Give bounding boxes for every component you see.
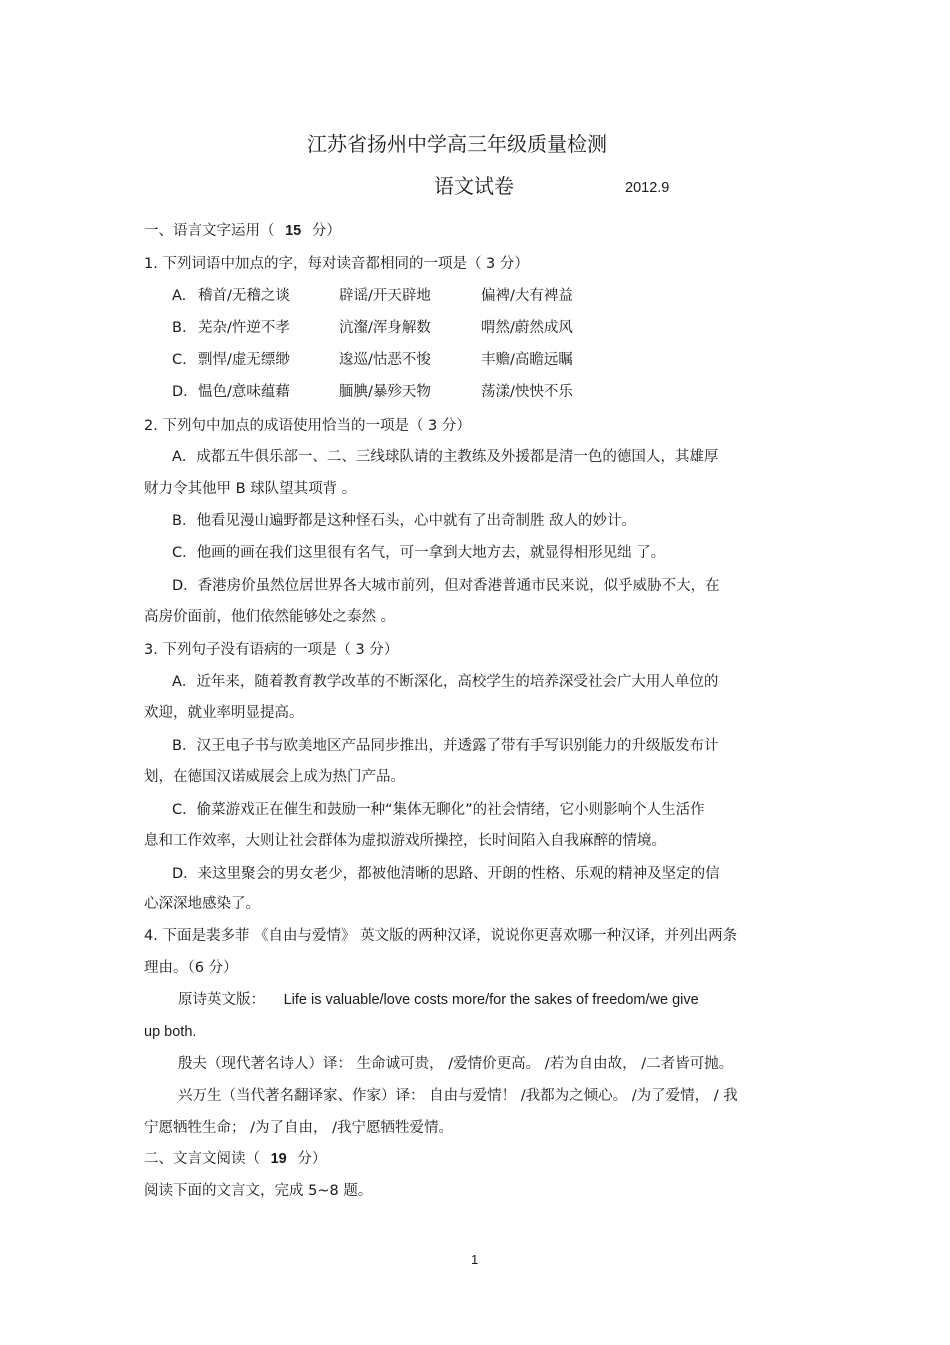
section2-heading xyxy=(144,1149,326,1169)
section1-score: 15 xyxy=(285,223,302,239)
page-number: 1 xyxy=(471,1252,479,1267)
q4-stem-line2: 理由。（6 分） xyxy=(144,960,238,976)
q3-option-b-line1: B．汉王电子书与欧美地区产品同步推出，并透露了带有手写识别能力的升级版发布计 xyxy=(172,738,719,754)
q3-option-a-line1: A．近年来，随着教育教学改革的不断深化，高校学生的培养深受社会广大用人单位的 xyxy=(172,674,719,690)
exam-date: 2012.9 xyxy=(625,180,670,196)
section2-score: 19 xyxy=(270,1151,287,1167)
q1-option-word: 偏裨/大有裨益 xyxy=(481,288,573,304)
q3-option-c-line1: C．偷菜游戏正在催生和鼓励一种“集体无聊化”的社会情绪，它小则影响个人生活作 xyxy=(172,802,705,818)
q3-option-a-line2: 欢迎，就业率明显提高。 xyxy=(144,705,304,721)
q1-option-word: 丰赡/高瞻远瞩 xyxy=(481,352,573,368)
section1-heading-post: 分） xyxy=(311,223,341,239)
q1-option-label: A. xyxy=(172,288,187,304)
q1-option-word: 愠色/意味蕴藉 xyxy=(198,384,290,400)
section1-heading xyxy=(144,221,341,241)
q3-option-b-line2: 划，在德国汉诺威展会上成为热门产品。 xyxy=(144,769,405,785)
q2-option-c: C．他画的画在我们这里很有名气，可一拿到大地方去，就显得相形见绌 了。 xyxy=(172,545,666,561)
q1-option-word: 腼腆/暴殄天物 xyxy=(339,384,431,400)
section1-heading-pre: 一、语言文字运用（ xyxy=(144,223,275,239)
q4-original-text-cont: up both. xyxy=(144,1024,197,1040)
q1-option-word: 喟然/蔚然成风 xyxy=(481,320,573,336)
q2-option-a-line2: 财力令其他甲 B 球队望其项背 。 xyxy=(144,481,357,497)
q4-yinfu-translation: 殷夫（现代著名诗人）译： 生命诚可贵， /爱情价更高。 /若为自由故， /二者皆可抛。 xyxy=(178,1056,734,1072)
q1-stem: 1. 下列词语中加点的字，每对读音都相同的一项是（ 3 分） xyxy=(144,256,529,272)
q4-original-text: Life is valuable/love costs more/for the sakes of freedom/we give xyxy=(283,992,699,1008)
q1-option-label: C. xyxy=(172,352,187,368)
q1-option-word: 逡巡/怙恶不悛 xyxy=(339,352,431,368)
q1-option-word: 沆瀣/浑身解数 xyxy=(339,320,431,336)
q2-option-d-line1: D．香港房价虽然位居世界各大城市前列，但对香港普通市民来说，似乎威胁不大，在 xyxy=(172,578,720,594)
q1-option-word: 剽悍/虚无缥缈 xyxy=(198,352,290,368)
q2-option-b: B．他看见漫山遍野都是这种怪石头，心中就有了出奇制胜 敌人的妙计。 xyxy=(172,513,637,529)
exam-title: 江苏省扬州中学高三年级质量检测 xyxy=(307,132,607,156)
q1-option-label: D. xyxy=(172,384,188,400)
q2-option-a-line1: A．成都五牛俱乐部一、二、三线球队请的主教练及外援都是清一色的德国人，其雄厚 xyxy=(172,449,719,465)
q4-stem-line1: 4. 下面是裴多菲 《自由与爱情》 英文版的两种汉译，说说你更喜欢哪一种汉译，并列出两条 xyxy=(144,928,738,944)
q1-option-word: 芜杂/忤逆不孝 xyxy=(198,320,290,336)
q4-xing-translation-line1: 兴万生（当代著名翻译家、作家）译： 自由与爱情！ /我都为之倾心。 /为了爱情， / 我 xyxy=(178,1088,738,1104)
q4-xing-translation-line2: 宁愿牺牲生命； /为了自由， /我宁愿牺牲爱情。 xyxy=(144,1120,453,1136)
q1-option-word: 荡漾/怏怏不乐 xyxy=(481,384,573,400)
q4-original-line xyxy=(178,990,699,1010)
q3-option-d-line2: 心深深地感染了。 xyxy=(144,896,260,912)
section2-intro: 阅读下面的文言文，完成 5~8 题。 xyxy=(144,1183,373,1199)
q3-option-d-line1: D．来这里聚会的男女老少，都被他清晰的思路、开朗的性格、乐观的精神及坚定的信 xyxy=(172,866,720,882)
section2-heading-post: 分） xyxy=(297,1151,327,1167)
q1-option-word: 稽首/无稽之谈 xyxy=(198,288,290,304)
q1-option-word: 辟谣/开天辟地 xyxy=(339,288,431,304)
q4-original-label: 原诗英文版： xyxy=(178,992,265,1008)
section2-heading-pre: 二、文言文阅读（ xyxy=(144,1151,260,1167)
q3-option-c-line2: 息和工作效率，大则让社会群体为虚拟游戏所操控，长时间陷入自我麻醉的情境。 xyxy=(144,833,666,849)
q1-option-label: B. xyxy=(172,320,187,336)
q2-option-d-line2: 高房价面前，他们依然能够处之泰然 。 xyxy=(144,609,396,625)
q3-stem: 3. 下列句子没有语病的一项是（ 3 分） xyxy=(144,642,399,658)
q2-stem: 2. 下列句中加点的成语使用恰当的一项是（ 3 分） xyxy=(144,418,471,434)
exam-subtitle: 语文试卷 xyxy=(434,174,514,198)
